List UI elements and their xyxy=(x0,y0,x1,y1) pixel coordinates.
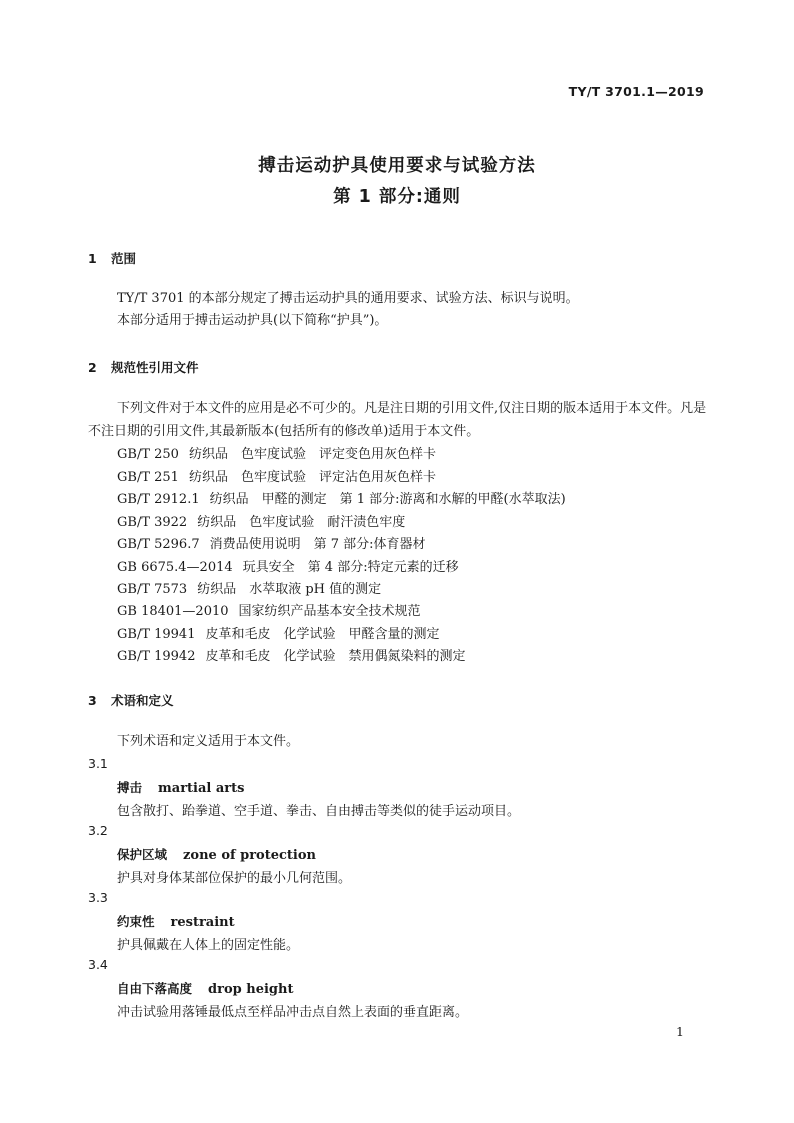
section-title: 规范性引用文件 xyxy=(111,360,199,375)
section-2-heading xyxy=(88,358,199,376)
reference-code: GB/T 5296.7 xyxy=(117,537,200,552)
reference-item xyxy=(117,578,381,597)
section-title: 术语和定义 xyxy=(111,693,174,708)
reference-code: GB 6675.4—2014 xyxy=(117,560,233,575)
term-number: 3.1 xyxy=(88,756,108,771)
reference-item xyxy=(117,556,459,575)
document-title: 搏击运动护具使用要求与试验方法 xyxy=(258,156,536,176)
reference-item xyxy=(117,511,405,530)
term-en: zone of protection xyxy=(183,848,316,863)
section-number: 3 xyxy=(88,693,97,708)
term-zh: 自由下落高度 xyxy=(117,981,193,996)
document-id: TY/T 3701.1—2019 xyxy=(568,84,704,99)
section-3-heading xyxy=(88,691,174,709)
reference-code: GB/T 3922 xyxy=(117,515,188,530)
paragraph: 本部分适用于搏击运动护具(以下简称“护具”)。 xyxy=(117,313,388,328)
reference-code: GB/T 2912.1 xyxy=(117,492,200,507)
reference-title: 皮革和毛皮 化学试验 禁用偶氮染料的测定 xyxy=(205,649,466,664)
intro-paragraph: 下列术语和定义适用于本文件。 xyxy=(117,734,300,749)
term-number: 3.3 xyxy=(88,890,108,905)
reference-item xyxy=(117,623,440,642)
section-1-heading xyxy=(88,249,136,267)
term-zh: 搏击 xyxy=(117,780,143,795)
reference-title: 纺织品 水萃取液 pH 值的测定 xyxy=(197,582,382,597)
reference-title: 消费品使用说明 第 7 部分:体育器材 xyxy=(209,537,426,552)
term-en: drop height xyxy=(208,982,294,997)
reference-item xyxy=(117,533,426,552)
reference-code: GB/T 19941 xyxy=(117,627,196,642)
reference-code: GB/T 250 xyxy=(117,447,179,462)
reference-title: 纺织品 色牢度试验 耐汗渍色牢度 xyxy=(197,515,406,530)
term-definition: 包含散打、跆拳道、空手道、拳击、自由搏击等类似的徒手运动项目。 xyxy=(117,804,521,819)
term-heading xyxy=(117,845,316,863)
term-number: 3.4 xyxy=(88,957,108,972)
reference-title: 纺织品 色牢度试验 评定变色用灰色样卡 xyxy=(188,447,436,462)
term-heading xyxy=(117,979,293,997)
reference-code: GB/T 7573 xyxy=(117,582,188,597)
paragraph: TY/T 3701 的本部分规定了搏击运动护具的通用要求、试验方法、标识与说明。 xyxy=(117,291,579,306)
term-zh: 约束性 xyxy=(117,914,155,929)
term-zh: 保护区域 xyxy=(117,847,168,862)
reference-item xyxy=(117,466,436,485)
reference-code: GB/T 19942 xyxy=(117,649,196,664)
section-number: 1 xyxy=(88,251,97,266)
reference-title: 纺织品 甲醛的测定 第 1 部分:游离和水解的甲醛(水萃取法) xyxy=(209,492,566,507)
term-number: 3.2 xyxy=(88,823,108,838)
reference-item xyxy=(117,645,466,664)
term-heading xyxy=(117,778,244,796)
reference-title: 玩具安全 第 4 部分:特定元素的迁移 xyxy=(242,560,459,575)
reference-title: 皮革和毛皮 化学试验 甲醛含量的测定 xyxy=(205,627,440,642)
reference-title: 纺织品 色牢度试验 评定沾色用灰色样卡 xyxy=(188,470,436,485)
document-subtitle: 第 1 部分:通则 xyxy=(333,187,461,207)
term-definition: 护具对身体某部位保护的最小几何范围。 xyxy=(117,871,352,886)
reference-code: GB 18401—2010 xyxy=(117,604,229,619)
term-en: restraint xyxy=(170,915,235,930)
reference-item xyxy=(117,600,421,619)
page-number: 1 xyxy=(676,1024,684,1039)
reference-code: GB/T 251 xyxy=(117,470,179,485)
term-heading xyxy=(117,912,235,930)
section-title: 范围 xyxy=(111,251,137,266)
intro-paragraph: 下列文件对于本文件的应用是必不可少的。凡是注日期的引用文件,仅注日期的版本适用于本文件。凡是不注日期的引用文件,其最新版本(包括所有的修改单)适用于本文件。 xyxy=(88,401,707,439)
reference-item xyxy=(117,443,436,462)
reference-item xyxy=(117,488,566,507)
reference-title: 国家纺织产品基本安全技术规范 xyxy=(238,604,421,619)
term-en: martial arts xyxy=(158,781,245,796)
section-number: 2 xyxy=(88,360,97,375)
term-definition: 护具佩戴在人体上的固定性能。 xyxy=(117,938,300,953)
term-definition: 冲击试验用落锤最低点至样品冲击点自然上表面的垂直距离。 xyxy=(117,1005,469,1020)
